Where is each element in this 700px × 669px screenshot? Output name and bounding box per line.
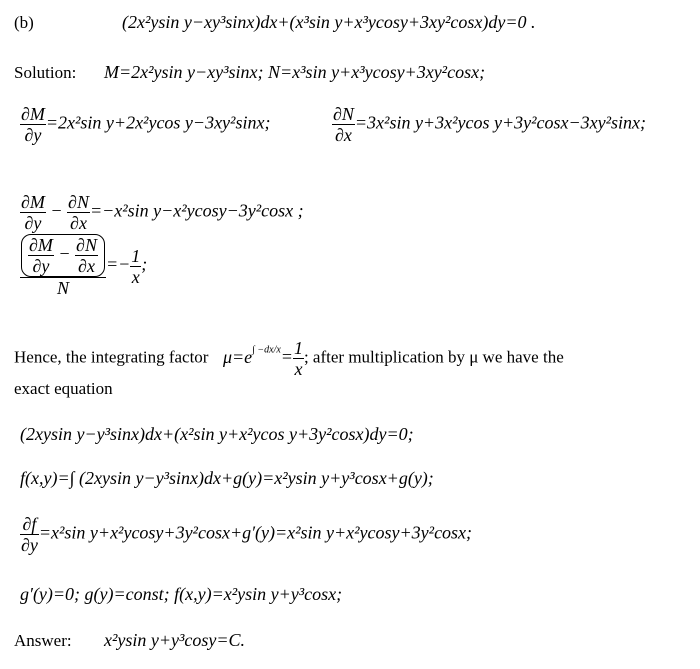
m-n-definitions: M=2x²ysin y−xy³sinx; N=x³sin y+x³ycosy+3xy²cosx; <box>104 62 486 82</box>
answer: x²ysin y+y³cosy=C. <box>104 630 246 650</box>
answer-label: Answer: <box>14 631 72 650</box>
ratio-fraction: $\frac{\partial M}{\partial y}$ − $\frac{\partial N}{\partial x}$ N <box>20 234 106 298</box>
exact-equation-label: exact equation <box>14 379 113 398</box>
partial-difference-line: $\frac{\partial M}{\partial y}$ − $\frac{\partial N}{\partial x}$ =−x²sin y−x²ycosy−3y²cosx ; <box>21 192 304 233</box>
integrating-factor-line: Hence, the integrating factor $\mu=e^{\int -dx/x}=$ $\frac{1}{x}$ ; after multiplication by μ we have the <box>14 338 564 379</box>
dm-dy-fraction-2: $\frac{\partial M}{\partial y}$ <box>21 192 45 233</box>
part-label: (b) <box>14 13 34 32</box>
partial-f-line: $\frac{\partial f}{\partial y}$ =x²sin y+x²ycosy+3y²cosx+g′(y)=x²sin y+x²ycosy+3y²cosx; <box>21 514 473 555</box>
given-equation: (2x²ysin y−xy³sinx)dx+(x³sin y+x³ycosy+3xy²cosx)dy=0 . <box>122 12 536 32</box>
partial-n-line: $\frac{\partial N}{\partial x}$ =3x²sin y+3x²ycos y+3y²cosx−3xy²sinx; <box>333 104 646 145</box>
dm-dy-fraction: $\frac{\partial M}{\partial y}$ <box>21 104 45 145</box>
solution-label: Solution: <box>14 63 77 82</box>
exact-equation: (2xysin y−y³sinx)dx+(x²sin y+x²ycos y+3y²cosx)dy=0; <box>20 424 414 444</box>
ratio-line: $\frac{\partial M}{\partial y}$ − $\frac{\partial N}{\partial x}$ N =− $\frac{1}{x}$ ; <box>20 234 147 298</box>
dn-dx-fraction: $\frac{\partial N}{\partial x}$ <box>333 104 354 145</box>
df-dy-fraction: $\frac{\partial f}{\partial y}$ <box>21 514 38 555</box>
g-function-line: g′(y)=0; g(y)=const; f(x,y)=x²ysin y+y³cosx; <box>20 584 343 604</box>
potential-function: f(x,y)=∫ (2xysin y−y³sinx)dx+g(y)=x²ysin y+y³cosx+g(y); <box>20 468 434 488</box>
dn-dx-fraction-2: $\frac{\partial N}{\partial x}$ <box>68 192 89 233</box>
partial-m-line: $\frac{\partial M}{\partial y}$ =2x²sin y+2x²ycos y−3xy²sinx; <box>21 104 271 145</box>
